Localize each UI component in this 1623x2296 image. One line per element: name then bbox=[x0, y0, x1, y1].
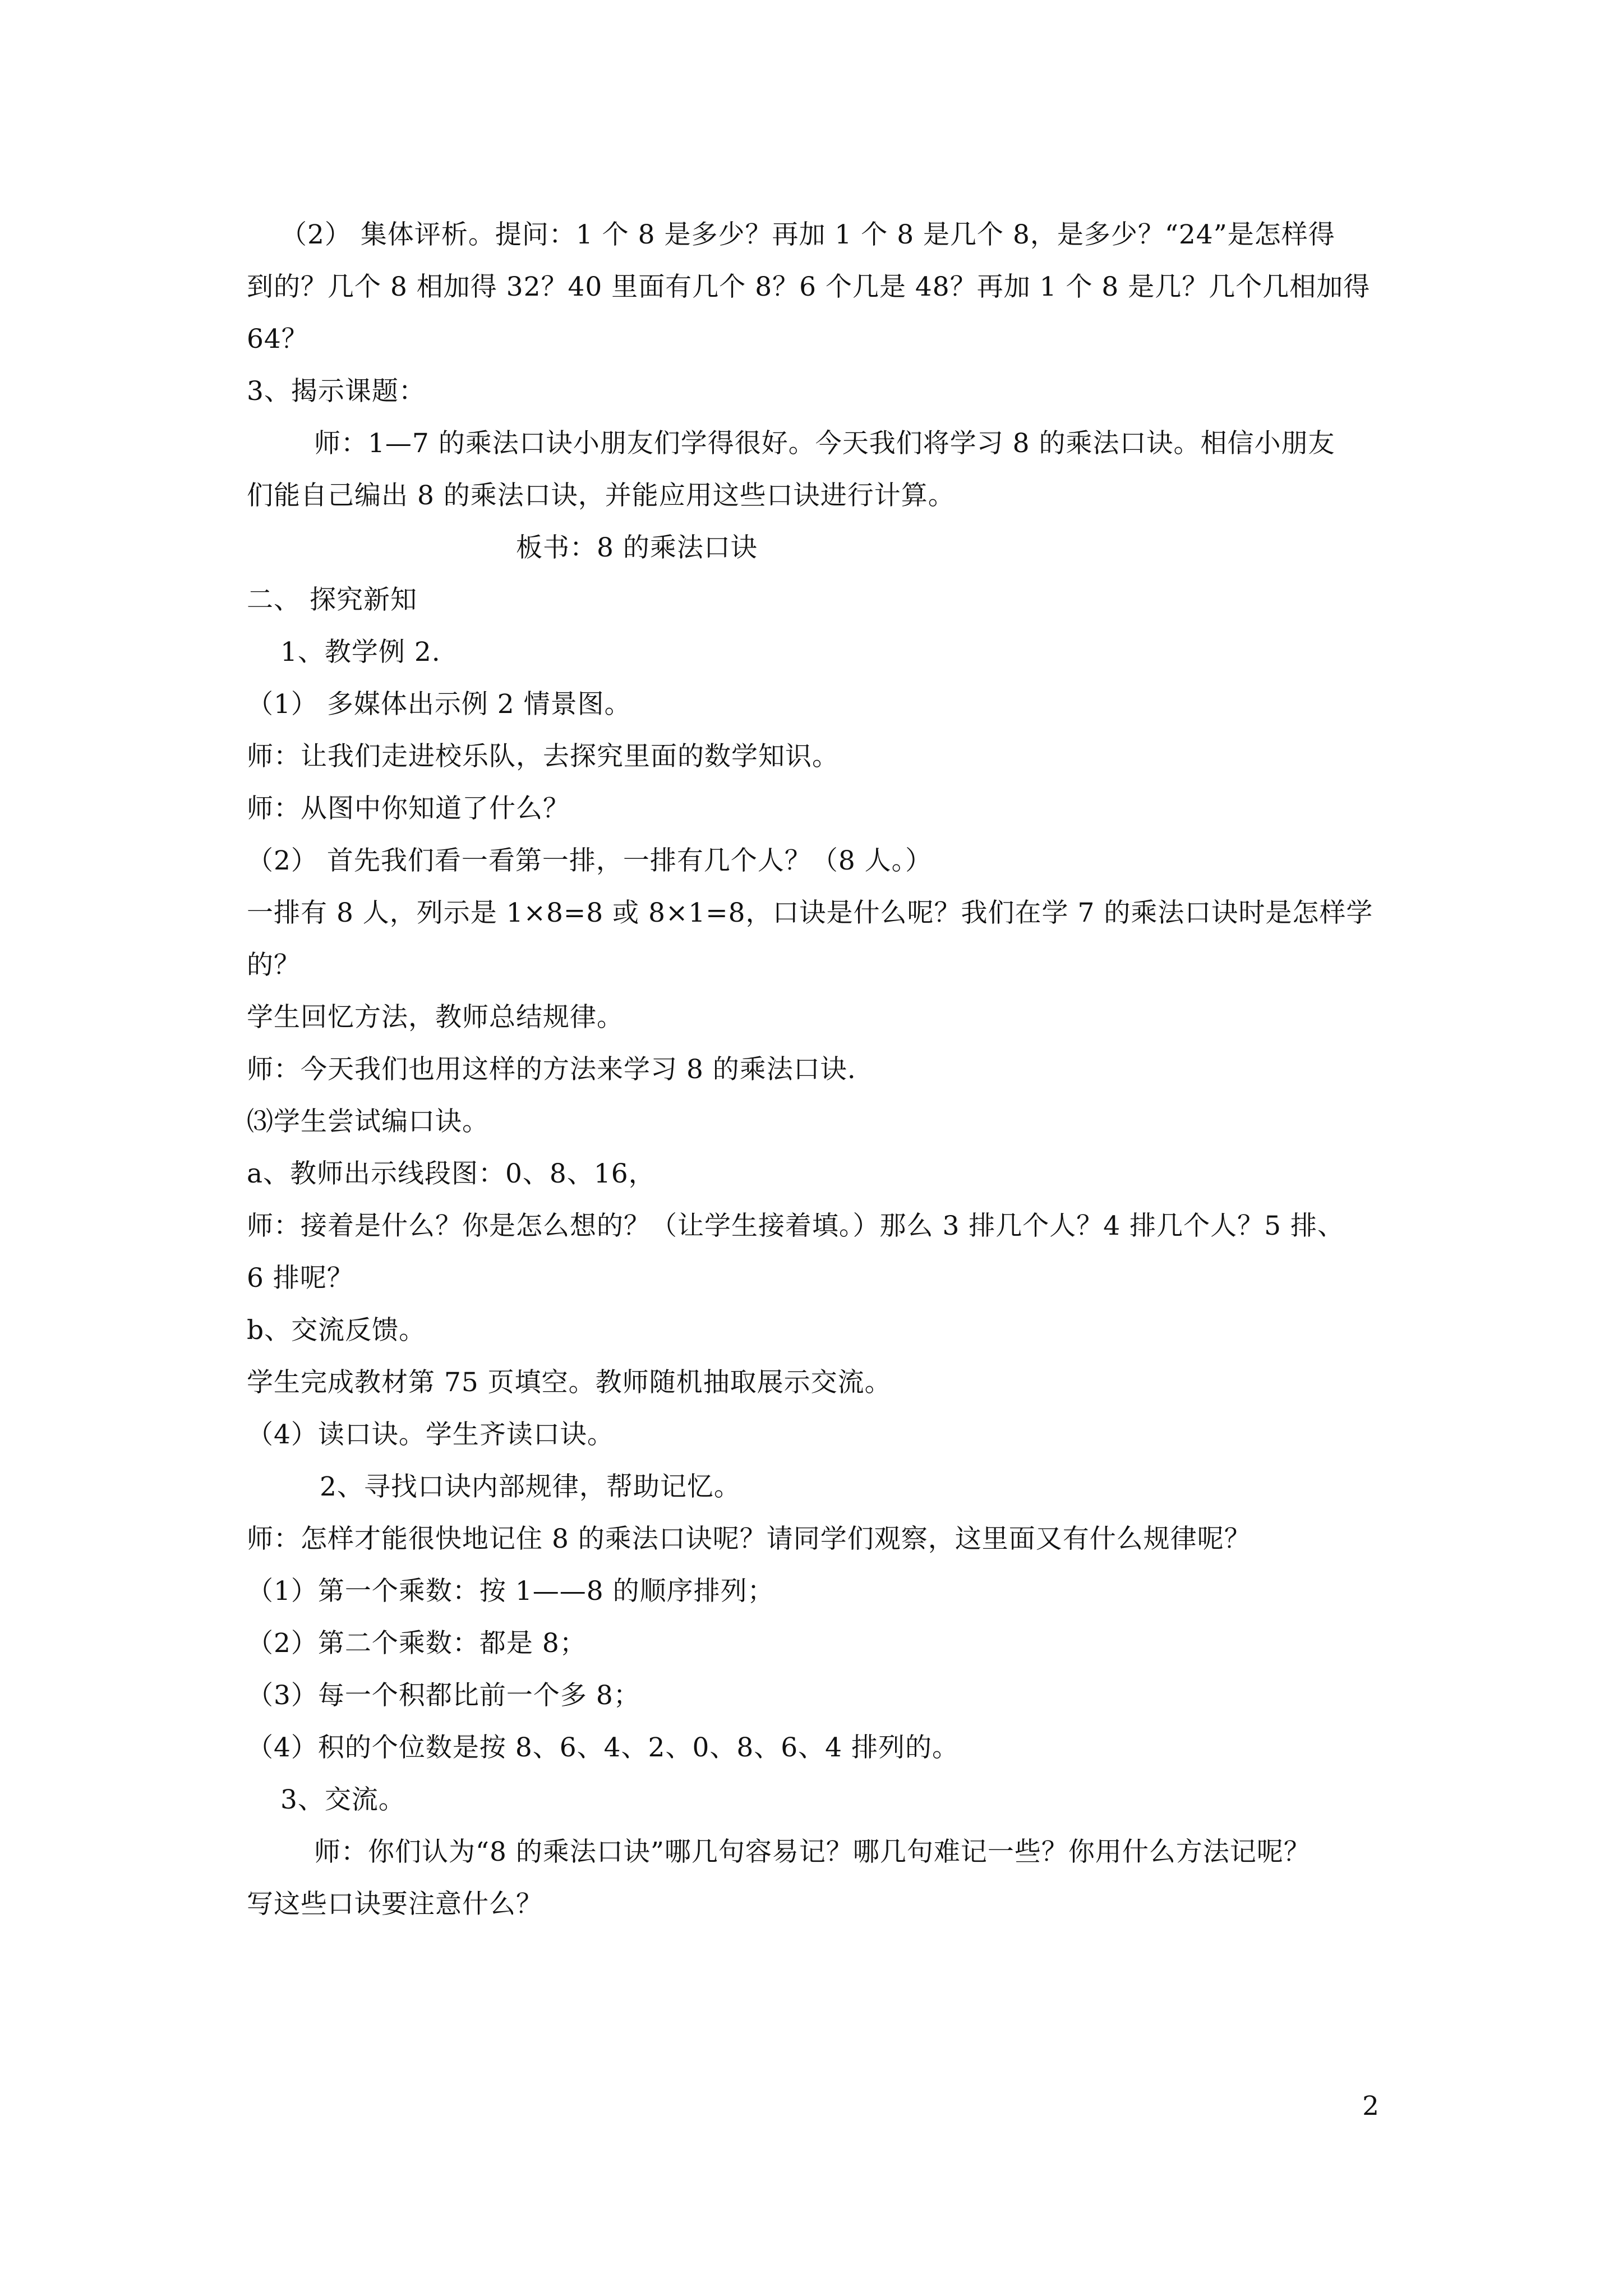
text-line: （2） 首先我们看一看第一排，一排有几个人？（8 人。） bbox=[247, 845, 933, 876]
board-title: 板书：8 的乘法口诀 bbox=[516, 532, 758, 563]
text-line: 一排有 8 人，列示是 1×8=8 或 8×1=8，口诀是什么呢？我们在学 7 的乘法口诀时是怎样学 bbox=[247, 898, 1373, 928]
text-line: （4）读口诀。学生齐读口诀。 bbox=[247, 1419, 614, 1450]
section-heading: 二、 探究新知 bbox=[247, 585, 417, 615]
text-line: 64？ bbox=[247, 324, 308, 355]
text-line: 们能自己编出 8 的乘法口诀，并能应用这些口诀进行计算。 bbox=[247, 480, 955, 511]
text-line: b、交流反馈。 bbox=[247, 1315, 426, 1346]
text-line: 3、揭示课题： bbox=[247, 376, 426, 407]
text-line: 到的？几个 8 相加得 32？40 里面有几个 8？6 个几是 48？再加 1 个 8 是几？几个几相加得 bbox=[247, 272, 1371, 302]
text-line: 3、交流。 bbox=[280, 1784, 405, 1815]
text-line: （2） 集体评析。提问：1 个 8 是多少？再加 1 个 8 是几个 8，是多少？“24”是怎样得 bbox=[280, 219, 1335, 250]
text-line: 师：你们认为“8 的乘法口诀”哪几句容易记？哪几句难记一些？你用什么方法记呢？ bbox=[314, 1837, 1311, 1867]
text-line: 师：怎样才能很快地记住 8 的乘法口诀呢？请同学们观察，这里面又有什么规律呢？ bbox=[247, 1524, 1251, 1554]
text-line: 的？ bbox=[247, 950, 301, 981]
page-content bbox=[247, 209, 1391, 1930]
text-line: 1、教学例 2. bbox=[280, 637, 441, 668]
text-line: 师：今天我们也用这样的方法来学习 8 的乘法口诀. bbox=[247, 1054, 856, 1085]
text-line: 2、寻找口诀内部规律，帮助记忆。 bbox=[320, 1471, 741, 1502]
text-line: 师：接着是什么？你是怎么想的？（让学生接着填。）那么 3 排几个人？4 排几个人？5 排、 bbox=[247, 1211, 1344, 1241]
text-line: 师：让我们走进校乐队，去探究里面的数学知识。 bbox=[247, 741, 839, 772]
text-line: 学生回忆方法，教师总结规律。 bbox=[247, 1002, 624, 1033]
text-line: 学生完成教材第 75 页填空。教师随机抽取展示交流。 bbox=[247, 1367, 892, 1398]
text-line: 师：1—7 的乘法口诀小朋友们学得很好。今天我们将学习 8 的乘法口诀。相信小朋友 bbox=[314, 428, 1335, 459]
text-line: a、教师出示线段图：0、8、16， bbox=[247, 1158, 656, 1189]
text-line: （3）每一个积都比前一个多 8； bbox=[247, 1680, 640, 1711]
text-line: 写这些口诀要注意什么？ bbox=[247, 1889, 543, 1920]
text-line: 6 排呢？ bbox=[247, 1263, 354, 1294]
text-line: （4）积的个位数是按 8、6、4、2、0、8、6、4 排列的。 bbox=[247, 1732, 960, 1763]
page-number: 2 bbox=[1362, 2091, 1379, 2122]
text-line: 师：从图中你知道了什么？ bbox=[247, 793, 570, 824]
text-line: （1） 多媒体出示例 2 情景图。 bbox=[247, 689, 631, 720]
text-line: （2）第二个乘数：都是 8； bbox=[247, 1628, 587, 1659]
text-line: ⑶学生尝试编口诀。 bbox=[247, 1106, 489, 1137]
text-line: （1）第一个乘数：按 1——8 的顺序排列； bbox=[247, 1576, 774, 1607]
